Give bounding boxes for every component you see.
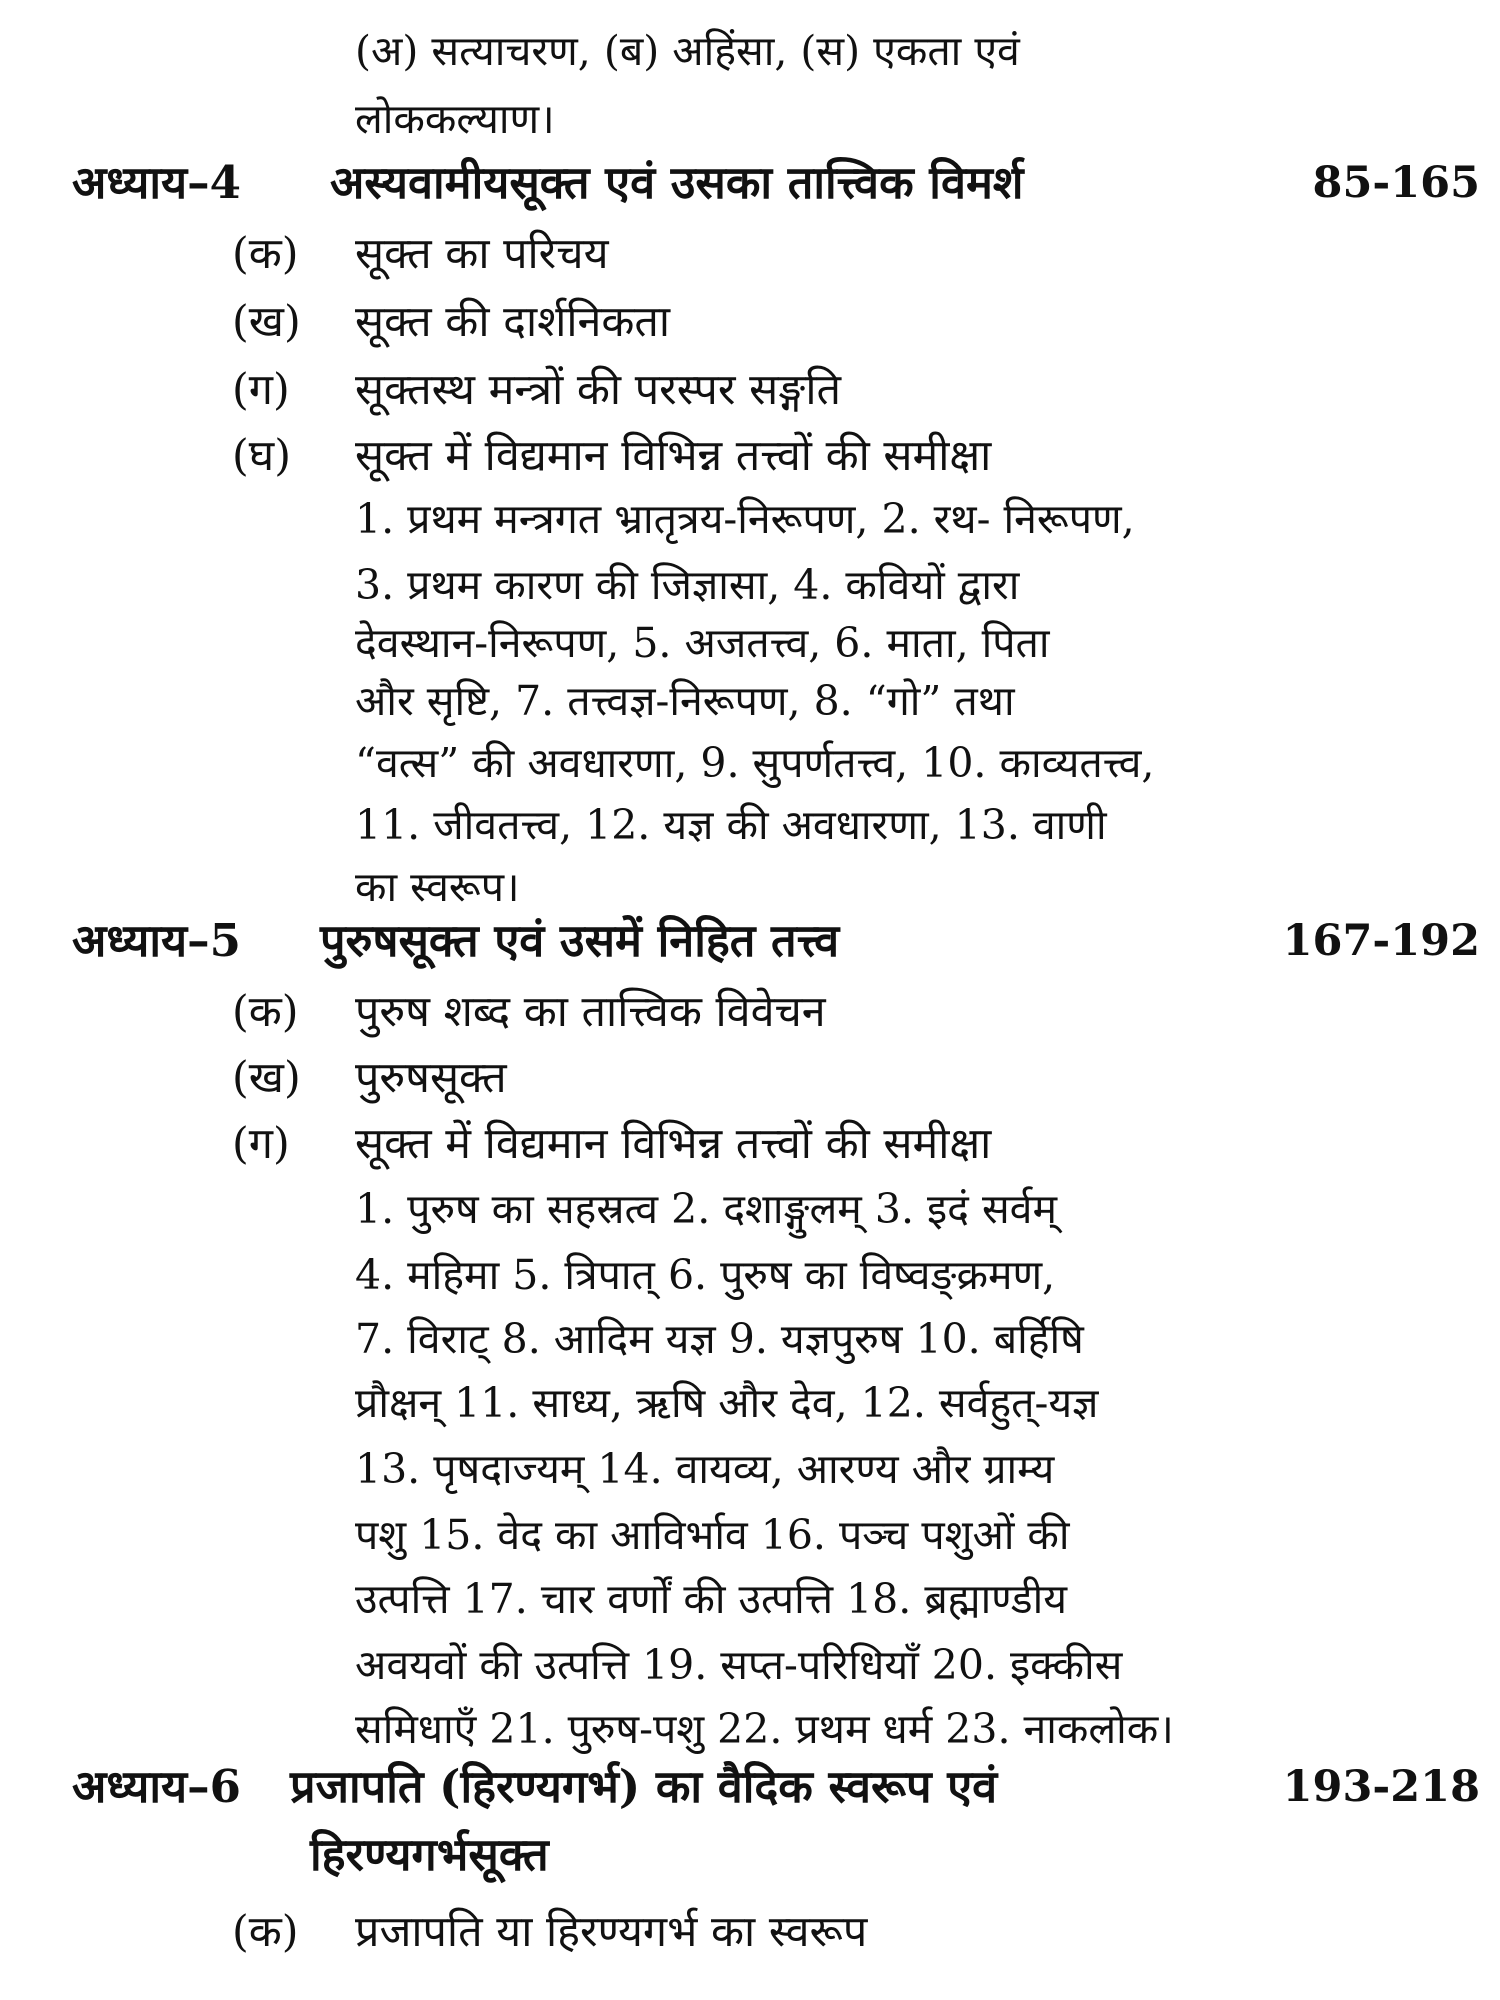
chapter-4-item: सूक्तस्थ मन्त्रों की परस्पर सङ्गति: [355, 365, 842, 415]
chapter-4-title: अस्यवामीयसूक्त एवं उसका तात्त्विक विमर्श: [330, 156, 1024, 209]
chapter-4-detail-line: का स्वरूप।: [355, 863, 520, 911]
chapter-4-item: सूक्त का परिचय: [355, 229, 609, 279]
chapter-5-detail-line: 7. विराट् 8. आदिम यज्ञ 9. यज्ञपुरुष 10. बर्हिषि: [355, 1315, 1084, 1363]
chapter-5-item-marker: (ग): [232, 1119, 290, 1169]
chapter-4-detail-line: 11. जीवतत्त्व, 12. यज्ञ की अवधारणा, 13. वाणी: [355, 801, 1107, 849]
chapter-5-title: पुरुषसूक्त एवं उसमें निहित तत्त्व: [320, 914, 840, 967]
chapter-4-item-marker: (ग): [232, 365, 290, 415]
chapter-5-detail-line: उत्पत्ति 17. चार वर्णों की उत्पत्ति 18. ब्रह्माण्डीय: [355, 1575, 1067, 1623]
chapter-4-heading: अध्याय–4: [72, 156, 241, 209]
chapter-6-title-line-1: प्रजापति (हिरण्यगर्भ) का वैदिक स्वरूप एवं: [290, 1760, 998, 1813]
chapter-6-item-marker: (क): [232, 1907, 299, 1957]
chapter-5-heading: अध्याय–5: [72, 914, 241, 967]
chapter-5-detail-line: 1. पुरुष का सहस्रत्व 2. दशाङ्गुलम् 3. इदं सर्वम्: [355, 1185, 1057, 1233]
chapter-5-item: पुरुष शब्द का तात्त्विक विवेचन: [355, 987, 826, 1037]
chapter-5-detail-line: समिधाएँ 21. पुरुष-पशु 22. प्रथम धर्म 23. नाकलोक।: [355, 1705, 1174, 1753]
chapter-5-item-marker: (क): [232, 987, 299, 1037]
chapter-5-detail-line: पशु 15. वेद का आविर्भाव 16. पञ्च पशुओं की: [355, 1511, 1070, 1559]
chapter-4-detail-line: और सृष्टि, 7. तत्त्वज्ञ-निरूपण, 8. “गो” तथा: [355, 677, 1015, 725]
chapter-5-detail-line: 4. महिमा 5. त्रिपात् 6. पुरुष का विष्वङ्क्रमण,: [355, 1251, 1056, 1299]
chapter-4-item-marker: (ख): [232, 297, 301, 347]
chapter-4-item: सूक्त में विद्यमान विभिन्न तत्त्वों की समीक्षा: [355, 431, 992, 481]
chapter-5-detail-line: 13. पृषदाज्यम् 14. वायव्य, आरण्य और ग्राम्य: [355, 1445, 1055, 1493]
intro-line: लोककल्याण।: [355, 95, 555, 143]
chapter-4-detail-line: 1. प्रथम मन्त्रगत भ्रातृत्रय-निरूपण, 2. रथ- निरूपण,: [355, 495, 1135, 543]
chapter-5-item: पुरुषसूक्त: [355, 1053, 507, 1103]
chapter-4-detail-line: देवस्थान-निरूपण, 5. अजतत्त्व, 6. माता, पिता: [355, 619, 1050, 667]
chapter-5-item-marker: (ख): [232, 1053, 301, 1103]
chapter-4-item-marker: (क): [232, 229, 299, 279]
chapter-6-pages: 193-218: [1282, 1762, 1480, 1812]
chapter-5-detail-line: अवयवों की उत्पत्ति 19. सप्त-परिधियाँ 20. इक्कीस: [355, 1641, 1123, 1689]
chapter-4-pages: 85-165: [1312, 158, 1480, 208]
chapter-5-pages: 167-192: [1282, 916, 1480, 966]
chapter-6-title-line-2: हिरण्यगर्भसूक्त: [310, 1828, 549, 1881]
chapter-4-detail-line: 3. प्रथम कारण की जिज्ञासा, 4. कवियों द्वारा: [355, 561, 1020, 609]
chapter-4-item-marker: (घ): [232, 431, 291, 481]
chapter-6-heading: अध्याय–6: [72, 1760, 241, 1813]
chapter-5-item: सूक्त में विद्यमान विभिन्न तत्त्वों की समीक्षा: [355, 1119, 992, 1169]
chapter-6-item: प्रजापति या हिरण्यगर्भ का स्वरूप: [355, 1907, 868, 1957]
chapter-4-detail-line: “वत्स” की अवधारणा, 9. सुपर्णतत्त्व, 10. काव्यतत्त्व,: [355, 739, 1155, 787]
chapter-5-detail-line: प्रौक्षन् 11. साध्य, ऋषि और देव, 12. सर्वहुत्-यज्ञ: [355, 1379, 1099, 1427]
intro-line: (अ) सत्याचरण, (ब) अहिंसा, (स) एकता एवं: [355, 27, 1020, 75]
chapter-4-item: सूक्त की दार्शनिकता: [355, 297, 671, 347]
